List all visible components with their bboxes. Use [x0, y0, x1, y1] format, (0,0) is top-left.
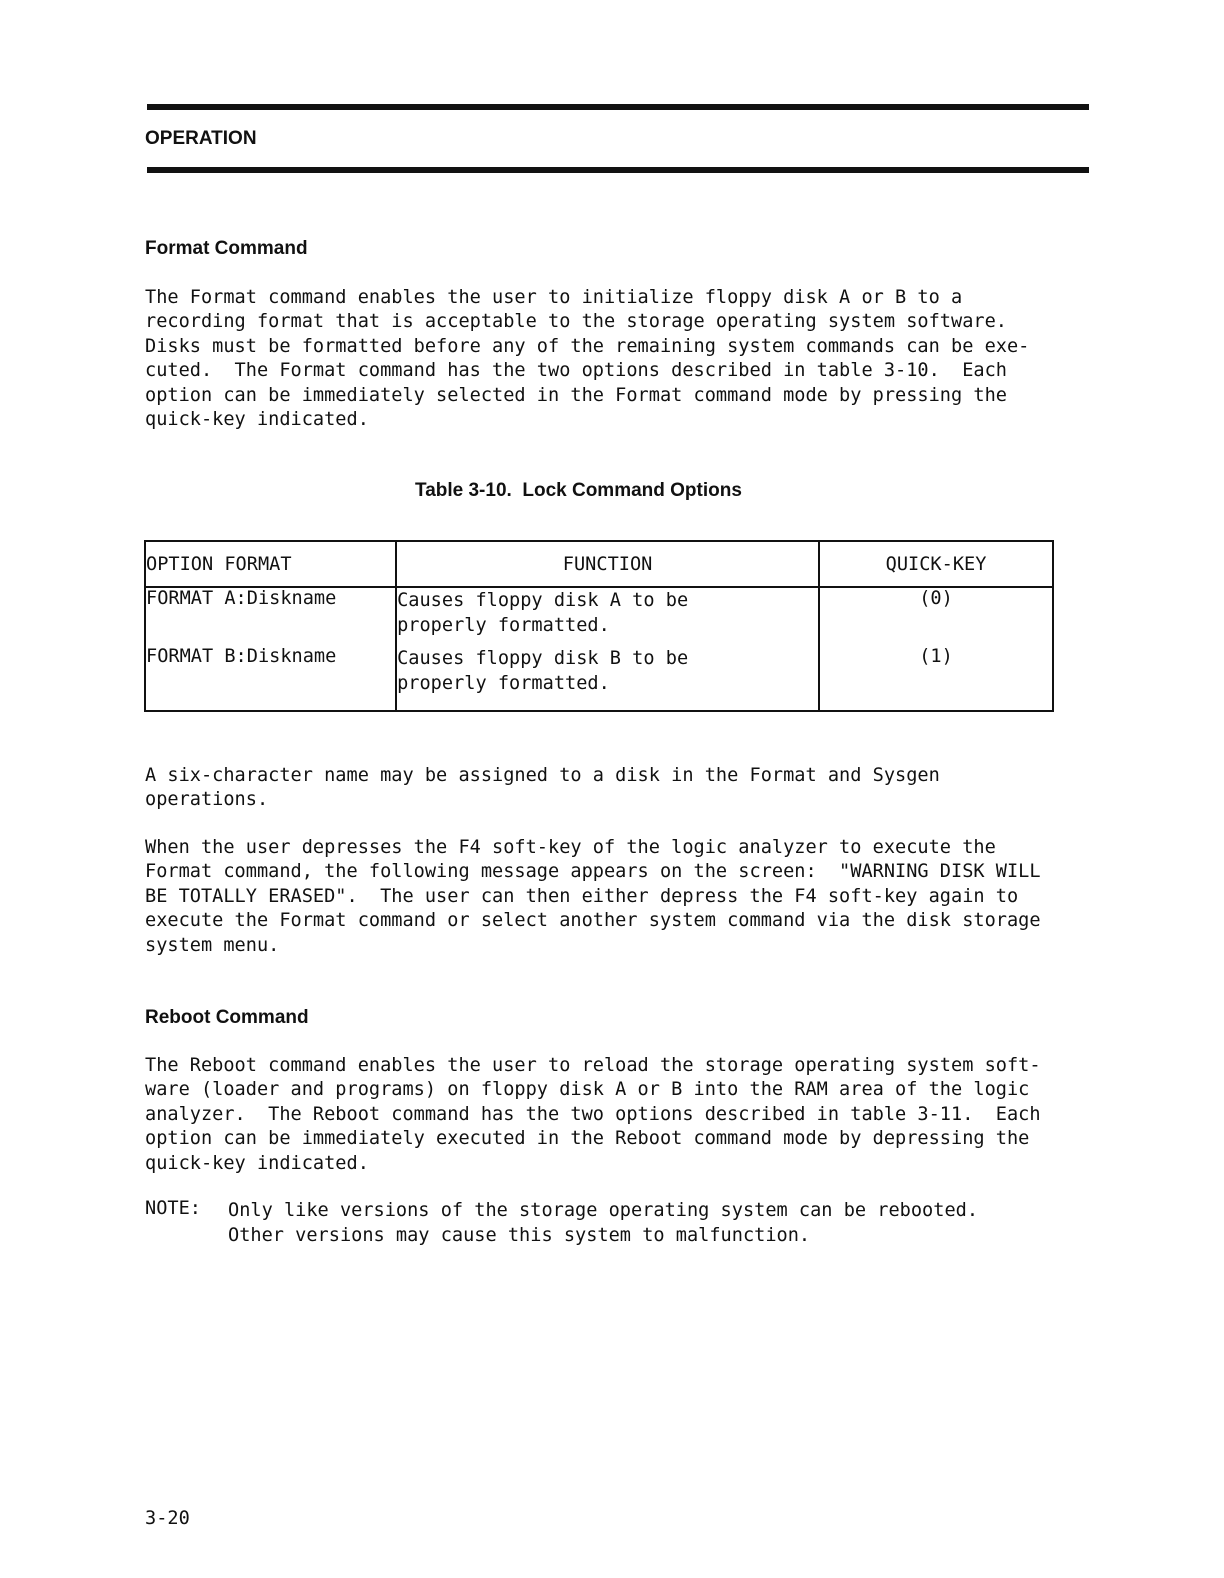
header-quick-key: QUICK-KEY — [819, 541, 1053, 587]
quick-key-cell: (0) — [819, 587, 1053, 638]
function-cell: Causes floppy disk B to be properly formatted. — [396, 638, 819, 711]
header-top-rule — [147, 104, 1089, 110]
note-text: Only like versions of the storage operating system can be rebooted. Other versions may cause this system to malfunction. — [228, 1200, 979, 1246]
table-row — [145, 638, 1053, 711]
reboot-command-title: Reboot Command — [145, 1007, 309, 1028]
table-row — [145, 587, 1053, 638]
header-bottom-rule — [147, 167, 1089, 173]
warning-paragraph: When the user depresses the F4 soft-key of the logic analyzer to execute the Format command, the following message appears on the screen: "WARNING DISK WILL BE TOTALLY ERASED". The user can then either depress the F4 soft-key again to execute the Format command or select another system command via the disk storage system menu. — [145, 837, 1041, 956]
option-cell: FORMAT A:Diskname — [145, 587, 396, 638]
format-command-paragraph: The Format command enables the user to initialize floppy disk A or B to a recording format that is acceptable to the storage operating system software. Disks must be formatted before any of the remaining system commands can be exe- cuted. The Format command has the two options described in table 3-10. Each option can be immediately selected in the Format command mode by pressing the quick-key indicated. — [145, 287, 1030, 431]
page-header: OPERATION — [145, 128, 257, 149]
quick-key-cell: (1) — [819, 638, 1053, 711]
option-cell: FORMAT B:Diskname — [145, 638, 396, 711]
format-command-title: Format Command — [145, 238, 308, 259]
function-cell: Causes floppy disk A to be properly formatted. — [396, 587, 819, 638]
header-function: FUNCTION — [396, 541, 819, 587]
page-number: 3-20 — [145, 1508, 190, 1529]
note-label: NOTE: — [145, 1198, 201, 1219]
header-option-format: OPTION FORMAT — [145, 541, 396, 587]
options-table — [144, 540, 1054, 712]
table-caption: Table 3-10. Lock Command Options — [415, 480, 742, 501]
reboot-command-paragraph: The Reboot command enables the user to reload the storage operating system soft- ware (loader and programs) on floppy disk A or B into the RAM area of the logic analyzer. The Reboot command has the two options described in table 3-11. Each option can be immediately executed in the Reboot command mode by depressing the quick-key indicated. — [145, 1055, 1041, 1174]
table-header-row — [145, 541, 1053, 587]
name-paragraph: A six-character name may be assigned to a disk in the Format and Sysgen operations. — [145, 765, 940, 811]
